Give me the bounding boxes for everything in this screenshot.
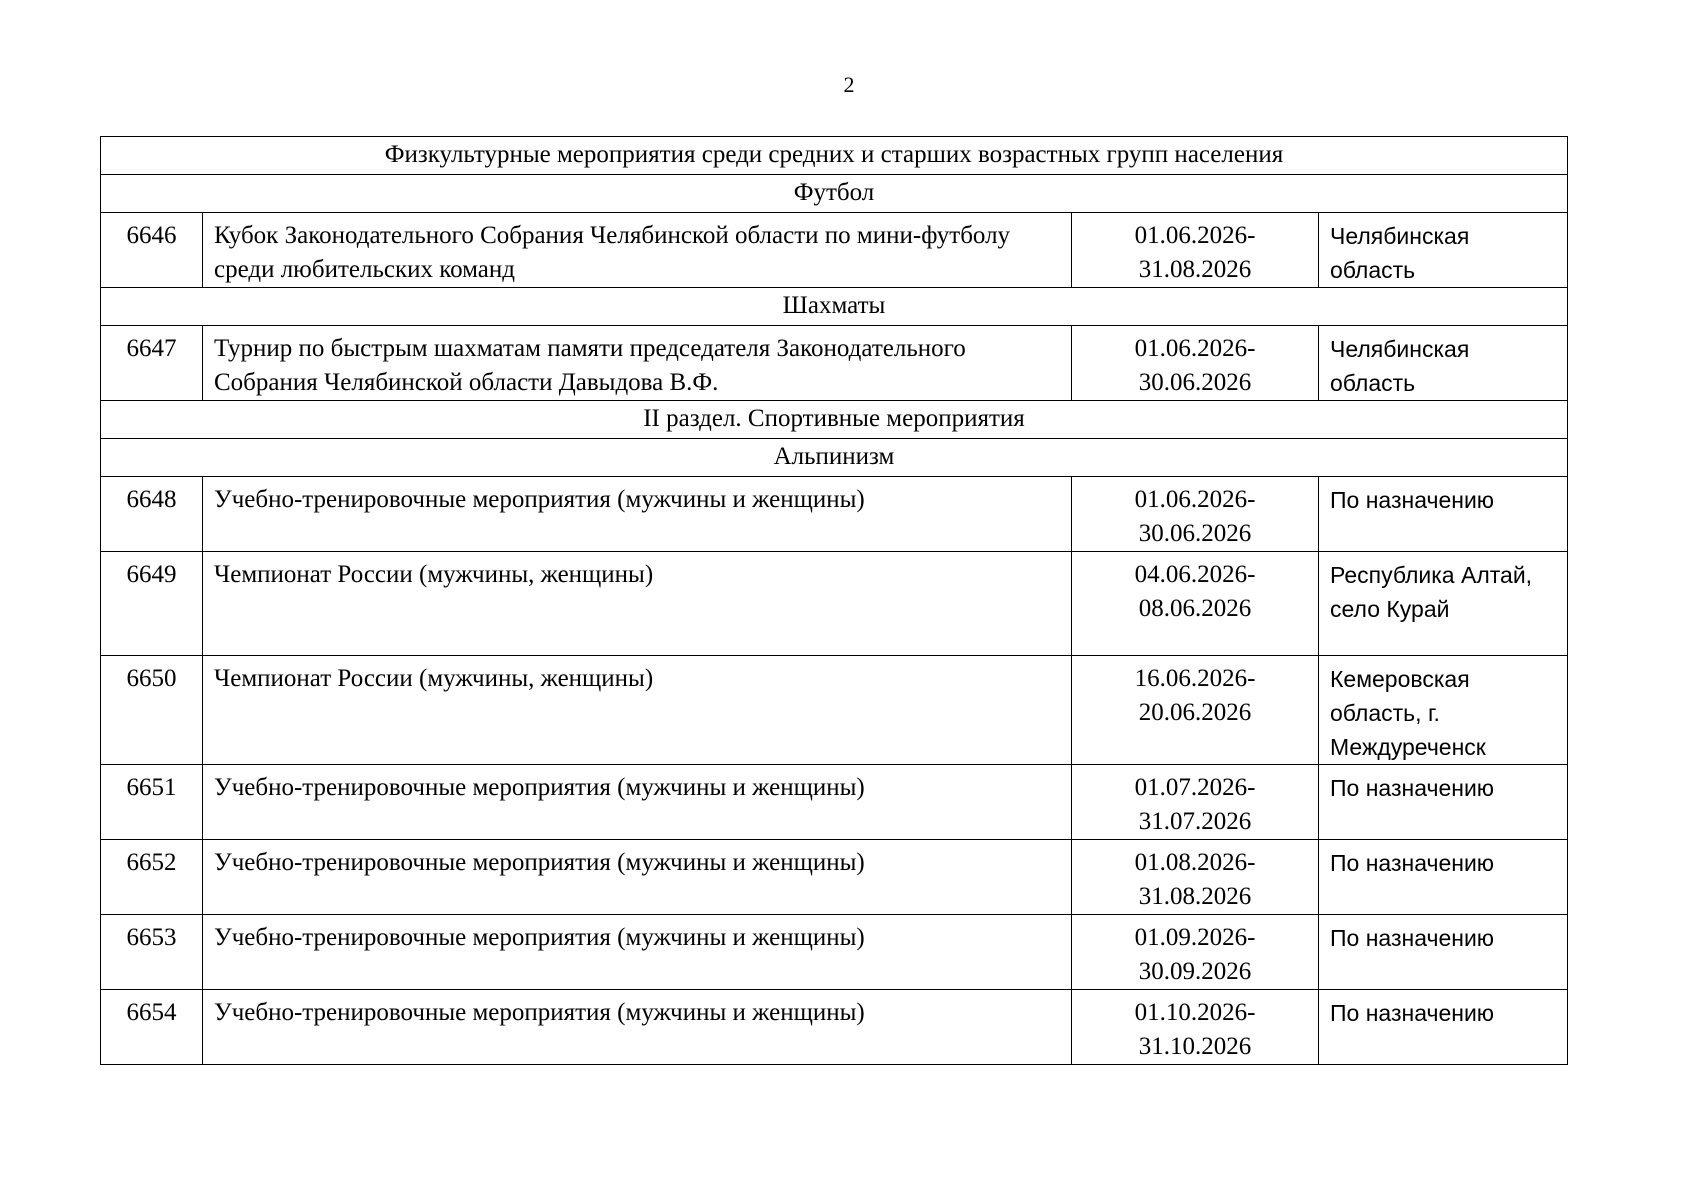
- table-row: [101, 765, 1568, 840]
- event-name: Чемпионат России (мужчины, женщины): [203, 656, 1072, 765]
- subsection-header: [101, 175, 1568, 213]
- event-date-start: 04.06.2026-: [1134, 561, 1256, 588]
- event-place: По назначению: [1319, 915, 1568, 990]
- subsection-title: Шахматы: [101, 288, 1568, 326]
- event-place: Челябинская область: [1319, 326, 1568, 401]
- event-name: Кубок Законодательного Собрания Челябинской области по мини-футболу среди любительских команд: [203, 213, 1072, 288]
- event-date-end: 20.06.2026: [1138, 699, 1252, 726]
- event-date-start: 01.06.2026-: [1134, 335, 1256, 362]
- event-number: 6649: [101, 552, 203, 656]
- section-header: [101, 137, 1568, 175]
- event-date-end: 30.06.2026: [1138, 520, 1252, 547]
- page-number: 2: [843, 72, 855, 97]
- event-date-end: 30.09.2026: [1138, 958, 1252, 985]
- subsection-title: Футбол: [101, 175, 1568, 213]
- event-date-start: 01.10.2026-: [1134, 999, 1256, 1026]
- event-name: Учебно-тренировочные мероприятия (мужчины и женщины): [203, 477, 1072, 552]
- table-row: [101, 213, 1568, 288]
- event-date-end: 31.08.2026: [1138, 883, 1252, 910]
- event-date-end: 31.08.2026: [1138, 256, 1252, 283]
- event-place: По назначению: [1319, 477, 1568, 552]
- event-dates: [1072, 915, 1319, 990]
- event-date-end: 30.06.2026: [1138, 369, 1252, 396]
- event-dates: [1072, 840, 1319, 915]
- events-table: [100, 136, 1568, 1065]
- event-dates: [1072, 477, 1319, 552]
- event-number: 6650: [101, 656, 203, 765]
- event-date-start: 16.06.2026-: [1134, 665, 1256, 692]
- subsection-title: Альпинизм: [101, 439, 1568, 477]
- section-title: Физкультурные мероприятия среди средних и старших возрастных групп населения: [101, 137, 1568, 175]
- event-date-start: 01.06.2026-: [1134, 222, 1256, 249]
- table-row: [101, 552, 1568, 656]
- event-dates: [1072, 656, 1319, 765]
- event-name: Учебно-тренировочные мероприятия (мужчины и женщины): [203, 765, 1072, 840]
- table-row: [101, 326, 1568, 401]
- event-date-start: 01.08.2026-: [1134, 849, 1256, 876]
- subsection-header: [101, 288, 1568, 326]
- event-date-start: 01.07.2026-: [1134, 774, 1256, 801]
- table-row: [101, 990, 1568, 1065]
- event-place: По назначению: [1319, 990, 1568, 1065]
- table-row: [101, 840, 1568, 915]
- event-number: 6647: [101, 326, 203, 401]
- event-name: Турнир по быстрым шахматам памяти председателя Законодательного Собрания Челябинской области Давыдова В.Ф.: [203, 326, 1072, 401]
- event-place: По назначению: [1319, 765, 1568, 840]
- event-dates: [1072, 552, 1319, 656]
- event-number: 6646: [101, 213, 203, 288]
- subsection-header: [101, 439, 1568, 477]
- event-place: Челябинская область: [1319, 213, 1568, 288]
- event-dates: [1072, 326, 1319, 401]
- event-dates: [1072, 213, 1319, 288]
- event-dates: [1072, 990, 1319, 1065]
- section-header: [101, 401, 1568, 439]
- event-name: Учебно-тренировочные мероприятия (мужчины и женщины): [203, 990, 1072, 1065]
- event-number: 6653: [101, 915, 203, 990]
- event-date-start: 01.06.2026-: [1134, 486, 1256, 513]
- event-name: Учебно-тренировочные мероприятия (мужчины и женщины): [203, 840, 1072, 915]
- event-number: 6651: [101, 765, 203, 840]
- event-place: По назначению: [1319, 840, 1568, 915]
- table-row: [101, 477, 1568, 552]
- event-name: Чемпионат России (мужчины, женщины): [203, 552, 1072, 656]
- event-number: 6652: [101, 840, 203, 915]
- section-title: II раздел. Спортивные мероприятия: [101, 401, 1568, 439]
- event-name: Учебно-тренировочные мероприятия (мужчины и женщины): [203, 915, 1072, 990]
- event-date-start: 01.09.2026-: [1134, 924, 1256, 951]
- event-date-end: 31.07.2026: [1138, 808, 1252, 835]
- event-dates: [1072, 765, 1319, 840]
- event-date-end: 08.06.2026: [1138, 595, 1252, 622]
- table-row: [101, 915, 1568, 990]
- event-date-end: 31.10.2026: [1138, 1033, 1252, 1060]
- event-place: Кемеровская область, г. Междуреченск: [1319, 656, 1568, 765]
- event-number: 6648: [101, 477, 203, 552]
- event-number: 6654: [101, 990, 203, 1065]
- event-place: Республика Алтай, село Курай: [1319, 552, 1568, 656]
- table-row: [101, 656, 1568, 765]
